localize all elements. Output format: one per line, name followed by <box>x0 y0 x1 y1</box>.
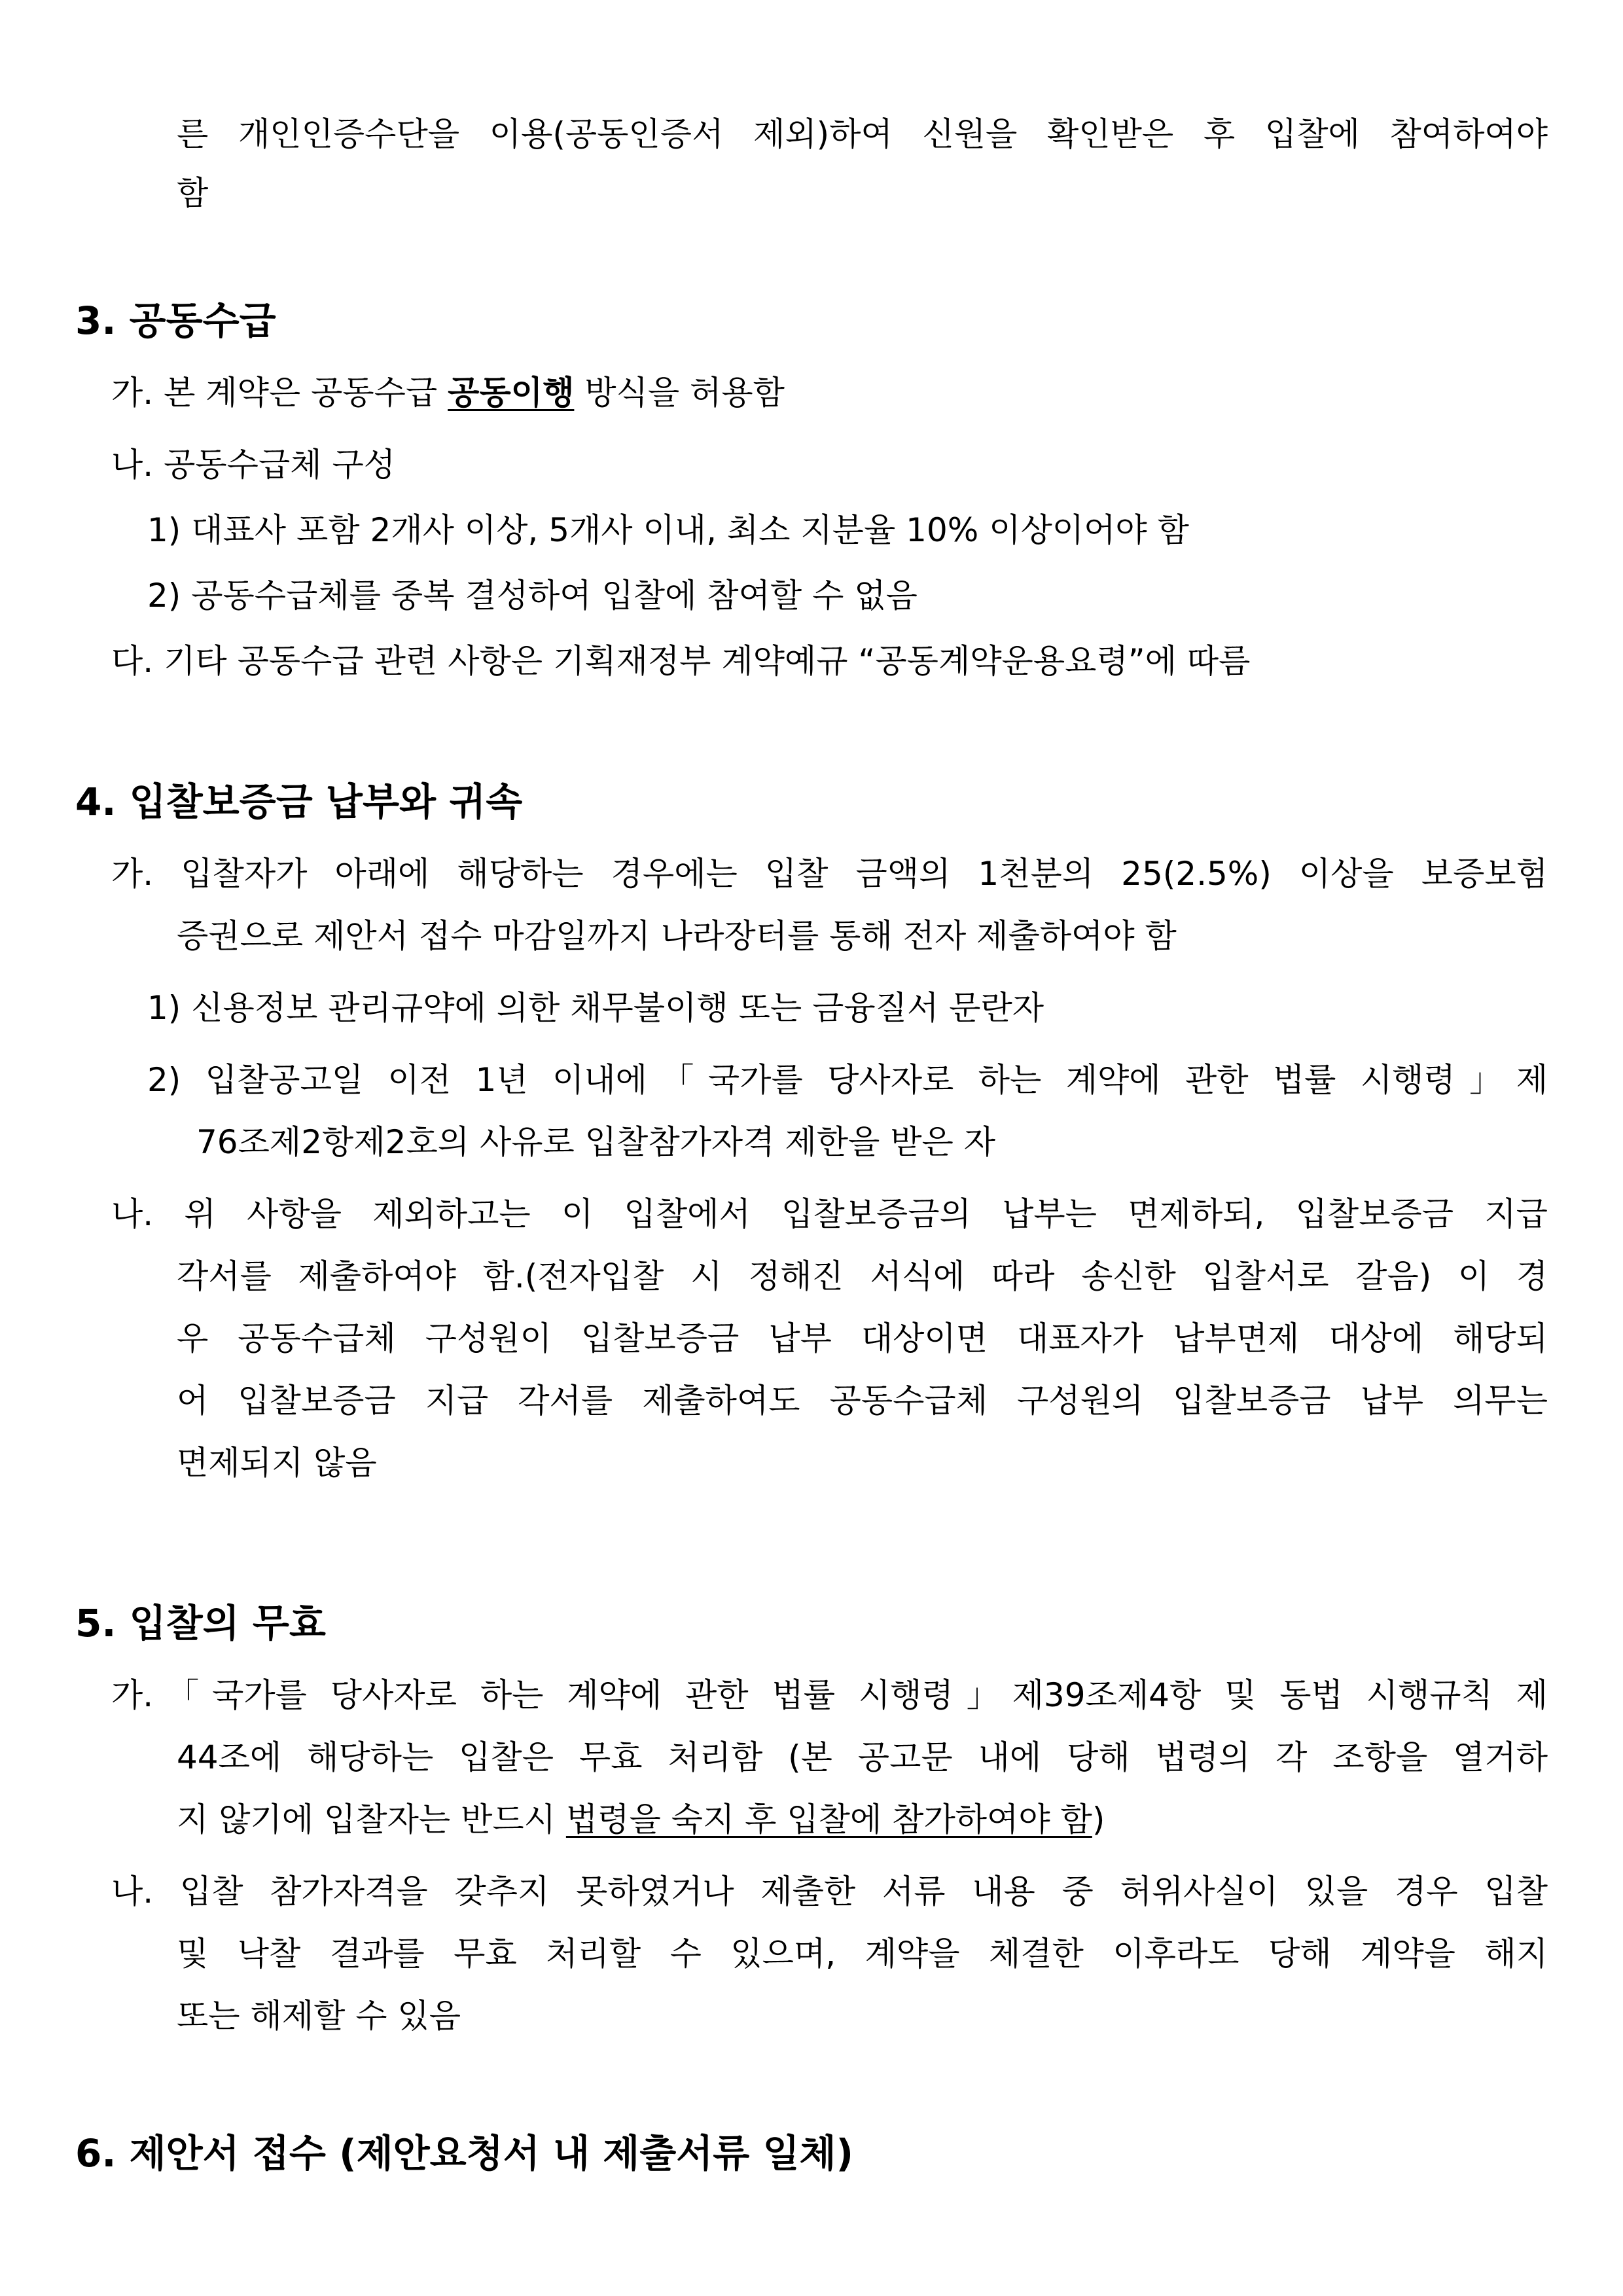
section-4-heading: 4. 입찰보증금 납부와 귀속 <box>75 780 523 824</box>
section-5-heading: 5. 입찰의 무효 <box>75 1601 326 1645</box>
sec5-ga-underlined-note: 법령을 숙지 후 입찰에 참가하여야 함 <box>565 1801 1092 1839</box>
section-3-heading: 3. 공동수급 <box>75 298 276 343</box>
sec3-item-da: 다. 기타 공동수급 관련 사항은 기획재정부 계약예규 “공동계약운용요령”에 따름 <box>111 642 1251 680</box>
sec4-ga-subitem-1: 1) 신용정보 관리규약에 의한 채무불이행 또는 금융질서 문란자 <box>147 989 1044 1027</box>
sec3-ga-emphasis: 공동이행 <box>448 374 575 412</box>
sec4-na-line-2: 각서를 제출하여야 함.(전자입찰 시 정해진 서식에 따라 송신한 입찰서로 갈음) 이 경 <box>177 1257 1548 1295</box>
sec4-ga-subitem-2-line-2: 76조제2항제2호의 사유로 입찰참가자격 제한을 받은 자 <box>196 1123 996 1161</box>
sec3-item-na: 나. 공동수급체 구성 <box>111 446 396 484</box>
sec3-ga-text-pre: 가. 본 계약은 공동수급 <box>111 374 448 412</box>
sec3-na-subitem-1: 1) 대표사 포함 2개사 이상, 5개사 이내, 최소 지분율 10% 이상이어야 함 <box>147 511 1189 549</box>
sec4-na-line-4: 어 입찰보증금 지급 각서를 제출하여도 공동수급체 구성원의 입찰보증금 납부 의무는 <box>177 1382 1548 1420</box>
sec5-ga-line-2: 44조에 해당하는 입찰은 무효 처리함 (본 공고문 내에 당해 법령의 각 조항을 열거하 <box>177 1738 1548 1776</box>
intro-line-2: 함 <box>177 174 209 212</box>
sec5-ga-text-post: ) <box>1092 1801 1105 1839</box>
sec5-ga-text-pre: 지 않기에 입찰자는 반드시 <box>177 1801 566 1839</box>
sec4-na-line-1: 나. 위 사항을 제외하고는 이 입찰에서 입찰보증금의 납부는 면제하되, 입찰보증금 지급 <box>111 1195 1548 1233</box>
sec5-ga-line-1: 가.「국가를 당사자로 하는 계약에 관한 법률 시행령」제39조제4항 및 동법 시행규칙 제 <box>111 1676 1548 1714</box>
intro-line-1: 른 개인인증수단을 이용(공동인증서 제외)하여 신원을 확인받은 후 입찰에 참여하여야 <box>177 115 1548 153</box>
sec4-ga-line-1: 가. 입찰자가 아래에 해당하는 경우에는 입찰 금액의 1천분의 25(2.5%) 이상을 보증보험 <box>111 855 1548 893</box>
sec3-item-ga <box>111 370 785 416</box>
sec5-na-line-3: 또는 해제할 수 있음 <box>177 1997 461 2035</box>
section-6-heading: 6. 제안서 접수 (제안요청서 내 제출서류 일체) <box>75 2131 854 2176</box>
sec4-na-line-3: 우 공동수급체 구성원이 입찰보증금 납부 대상이면 대표자가 납부면제 대상에 해당되 <box>177 1319 1548 1357</box>
sec5-na-line-1: 나. 입찰 참가자격을 갖추지 못하였거나 제출한 서류 내용 중 허위사실이 있을 경우 입찰 <box>111 1873 1548 1910</box>
sec3-na-subitem-2: 2) 공동수급체를 중복 결성하여 입찰에 참여할 수 없음 <box>147 577 918 615</box>
sec4-na-line-5: 면제되지 않음 <box>177 1444 377 1482</box>
sec4-ga-line-2: 증권으로 제안서 접수 마감일까지 나라장터를 통해 전자 제출하여야 함 <box>177 917 1177 955</box>
sec5-na-line-2: 및 낙찰 결과를 무효 처리할 수 있으며, 계약을 체결한 이후라도 당해 계약을 해지 <box>177 1935 1548 1973</box>
sec4-ga-subitem-2-line-1: 2) 입찰공고일 이전 1년 이내에「국가를 당사자로 하는 계약에 관한 법률 시행령」제 <box>147 1061 1548 1099</box>
sec5-ga-line-3 <box>177 1797 1105 1842</box>
sec3-ga-text-post: 방식을 허용함 <box>574 374 785 412</box>
